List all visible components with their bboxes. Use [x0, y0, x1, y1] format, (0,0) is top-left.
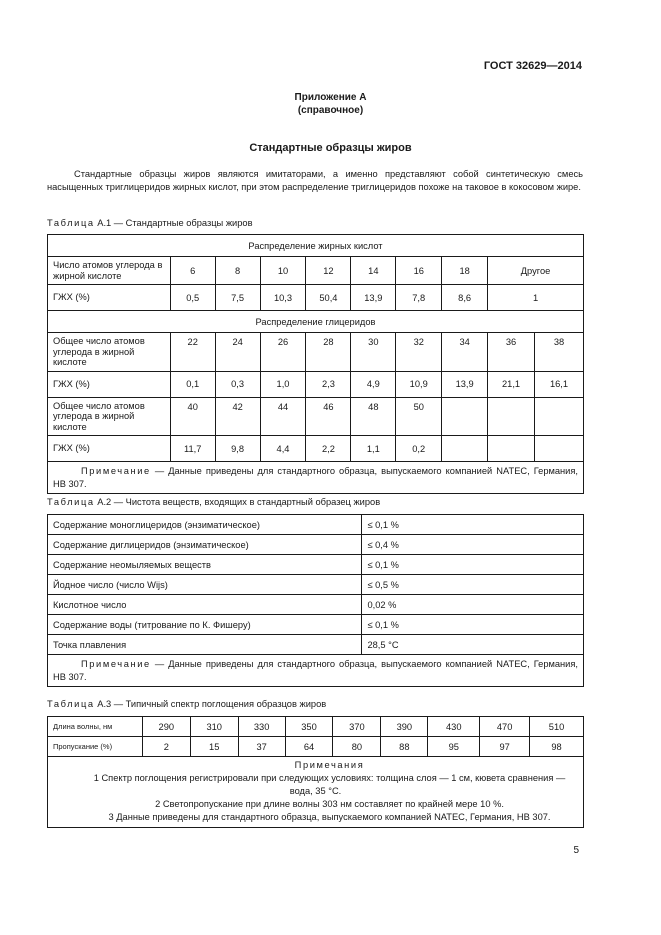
glyc-gjh-row-2 [48, 436, 584, 462]
property-value: ≤ 0,4 % [362, 535, 584, 555]
total-carbon-label: Общее число атомов углерода в жирной кислоте [48, 333, 171, 372]
note-label: Примечание [81, 659, 151, 669]
glyc-carbon-cell: 40 [170, 397, 215, 436]
table3-notes [48, 757, 584, 828]
property-value: ≤ 0,1 % [362, 555, 584, 575]
table-row [48, 535, 584, 555]
property-value: 28,5 °С [362, 635, 584, 655]
glyc-carbon-cell: 26 [260, 333, 306, 372]
transmission-cell: 15 [190, 737, 238, 757]
table-row [48, 615, 584, 635]
fatty-value-cell: 8,6 [442, 285, 488, 311]
property-value: 0,02 % [362, 595, 584, 615]
fatty-carbon-label: Число атомов углерода в жирной кислоте [48, 257, 171, 285]
glyc-carbon-cell: 22 [170, 333, 215, 372]
table3-caption [47, 699, 326, 709]
wavelength-cell: 310 [190, 717, 238, 737]
wavelength-cell: 370 [333, 717, 381, 737]
glyc-carbon-cell: 46 [306, 397, 351, 436]
property-name: Содержание моноглицеридов (энзиматическое) [48, 515, 362, 535]
page-number: 5 [573, 845, 579, 856]
wavelength-cell: 390 [381, 717, 428, 737]
glyc-value-cell: 21,1 [488, 371, 535, 397]
property-name: Содержание воды (титрование по К. Фишеру) [48, 615, 362, 635]
table2-caption-text: А.2 — Чистота веществ, входящих в стандартный образец жиров [97, 497, 381, 507]
fatty-value-cell: 7,5 [215, 285, 260, 311]
transmission-cell: 98 [530, 737, 584, 757]
glyc-carbon-row [48, 333, 584, 372]
fatty-carbon-cell: 16 [396, 257, 442, 285]
transmission-cell: 80 [333, 737, 381, 757]
glyc-value-cell: 4,9 [351, 371, 396, 397]
table-row [48, 555, 584, 575]
glyc-value-cell: 13,9 [442, 371, 488, 397]
note-label: Примечание [81, 466, 151, 476]
gjh-label: ГЖХ (%) [48, 285, 171, 311]
wavelength-cell: 430 [428, 717, 480, 737]
standard-number: ГОСТ 32629—2014 [483, 60, 582, 72]
transmission-row [48, 737, 584, 757]
table2 [47, 514, 584, 687]
note-text: — Данные приведены для стандартного образца, выпускаемого компанией NATEC, Германия, НВ 307. [53, 466, 578, 489]
glyc-carbon-cell: 24 [215, 333, 260, 372]
note-item: 3 Данные приведены для стандартного образца, выпускаемого компанией NATEC, Германия, НВ 307. [108, 812, 551, 822]
glyc-carbon-cell: 30 [351, 333, 396, 372]
empty-cell [442, 436, 488, 462]
table2-note [48, 655, 584, 687]
glyc-carbon-cell: 34 [442, 333, 488, 372]
fatty-carbon-cell: 12 [306, 257, 351, 285]
glyc-value-cell: 11,7 [170, 436, 215, 462]
section-title: Стандартные образцы жиров [249, 142, 412, 154]
fatty-value-cell: 10,3 [260, 285, 306, 311]
glyc-carbon-cell: 32 [396, 333, 442, 372]
glyc-carbon-cell: 48 [351, 397, 396, 436]
empty-cell [442, 397, 488, 436]
table1-note-row [48, 462, 584, 494]
intro-paragraph: Стандартные образцы жиров являются имитаторами, а именно представляют собой синтетическую смесь насыщенных триглицеридов жирных кислот, при этом распределение триглицеридов похоже на таковое в кокосовом жире. [47, 169, 583, 192]
glyc-carbon-row-2 [48, 397, 584, 436]
table1-caption [47, 218, 253, 228]
glyc-value-cell: 4,4 [260, 436, 306, 462]
glyc-carbon-cell: 44 [260, 397, 306, 436]
appendix-title: Приложение А [294, 92, 367, 103]
fatty-carbon-cell: 8 [215, 257, 260, 285]
glyc-value-cell: 16,1 [535, 371, 584, 397]
property-value: ≤ 0,5 % [362, 575, 584, 595]
wavelength-cell: 510 [530, 717, 584, 737]
fatty-value-cell: 13,9 [351, 285, 396, 311]
glyc-value-cell: 0,3 [215, 371, 260, 397]
property-name: Точка плавления [48, 635, 362, 655]
glyc-carbon-cell: 36 [488, 333, 535, 372]
property-name: Кислотное число [48, 595, 362, 615]
fatty-carbon-cell: Другое [488, 257, 584, 285]
table-row [48, 575, 584, 595]
property-name: Йодное число (число Wijs) [48, 575, 362, 595]
transmission-cell: 37 [238, 737, 285, 757]
glyc-value-cell: 0,2 [396, 436, 442, 462]
fatty-carbon-cell: 6 [170, 257, 215, 285]
table3 [47, 716, 584, 828]
transmission-cell: 88 [381, 737, 428, 757]
notes-label: Примечания [294, 760, 365, 770]
table2-caption [47, 497, 380, 507]
table-row [48, 515, 584, 535]
glyc-value-cell: 1,0 [260, 371, 306, 397]
wavelength-label: Длина волны, нм [48, 717, 143, 737]
transmission-cell: 97 [480, 737, 530, 757]
glyc-value-cell: 2,2 [306, 436, 351, 462]
wavelength-cell: 350 [285, 717, 333, 737]
fatty-value-cell: 7,8 [396, 285, 442, 311]
note-item: 1 Спектр поглощения регистрировали при следующих условиях: толщина слоя — 1 см, кювета сравнения — вода, 35 °С. [93, 773, 566, 796]
table1-note [48, 462, 584, 494]
transmission-cell: 2 [142, 737, 190, 757]
glyc-carbon-cell: 50 [396, 397, 442, 436]
fatty-value-cell: 50,4 [306, 285, 351, 311]
wavelength-cell: 330 [238, 717, 285, 737]
fatty-gjh-row [48, 285, 584, 311]
empty-cell [535, 397, 584, 436]
gjh-label: ГЖХ (%) [48, 436, 171, 462]
wavelength-cell: 290 [142, 717, 190, 737]
wavelength-cell: 470 [480, 717, 530, 737]
glyc-carbon-cell: 42 [215, 397, 260, 436]
transmission-cell: 64 [285, 737, 333, 757]
fatty-header-row [48, 235, 584, 257]
wavelength-row [48, 717, 584, 737]
table2-note-row [48, 655, 584, 687]
glyc-carbon-cell: 38 [535, 333, 584, 372]
total-carbon-label: Общее число атомов углерода в жирной кислоте [48, 397, 171, 436]
table-row [48, 635, 584, 655]
empty-cell [488, 436, 535, 462]
fatty-carbon-cell: 18 [442, 257, 488, 285]
fatty-carbon-cell: 14 [351, 257, 396, 285]
table2-caption-prefix: Таблица [47, 497, 95, 507]
fatty-carbon-cell: 10 [260, 257, 306, 285]
glyc-value-cell: 2,3 [306, 371, 351, 397]
glyc-value-cell: 1,1 [351, 436, 396, 462]
property-value: ≤ 0,1 % [362, 615, 584, 635]
glyc-header-row [48, 311, 584, 333]
note-text: — Данные приведены для стандартного образца, выпускаемого компанией NATEC, Германия, НВ 307. [53, 659, 578, 682]
table3-caption-text: А.3 — Типичный спектр поглощения образцов жиров [97, 699, 327, 709]
table1-caption-prefix: Таблица [47, 218, 95, 228]
property-value: ≤ 0,1 % [362, 515, 584, 535]
appendix-subtitle: (справочное) [297, 105, 364, 116]
empty-cell [488, 397, 535, 436]
transmission-label: Пропускание (%) [48, 737, 143, 757]
glyc-gjh-row [48, 371, 584, 397]
glyc-header: Распределение глицеридов [48, 311, 584, 333]
empty-cell [535, 436, 584, 462]
glyc-value-cell: 9,8 [215, 436, 260, 462]
gjh-label: ГЖХ (%) [48, 371, 171, 397]
table3-caption-prefix: Таблица [47, 699, 95, 709]
table1-caption-text: А.1 — Стандартные образцы жиров [97, 218, 253, 228]
glyc-value-cell: 10,9 [396, 371, 442, 397]
table-row [48, 595, 584, 615]
glyc-carbon-cell: 28 [306, 333, 351, 372]
fatty-value-cell: 0,5 [170, 285, 215, 311]
glyc-value-cell: 0,1 [170, 371, 215, 397]
table1 [47, 234, 584, 494]
property-name: Содержание диглицеридов (энзиматическое) [48, 535, 362, 555]
fatty-carbon-row [48, 257, 584, 285]
property-name: Содержание неомыляемых веществ [48, 555, 362, 575]
table3-notes-row [48, 757, 584, 828]
fatty-value-cell: 1 [488, 285, 584, 311]
fatty-header: Распределение жирных кислот [48, 235, 584, 257]
note-item: 2 Светопропускание при длине волны 303 нм составляет по крайней мере 10 %. [155, 799, 504, 809]
transmission-cell: 95 [428, 737, 480, 757]
